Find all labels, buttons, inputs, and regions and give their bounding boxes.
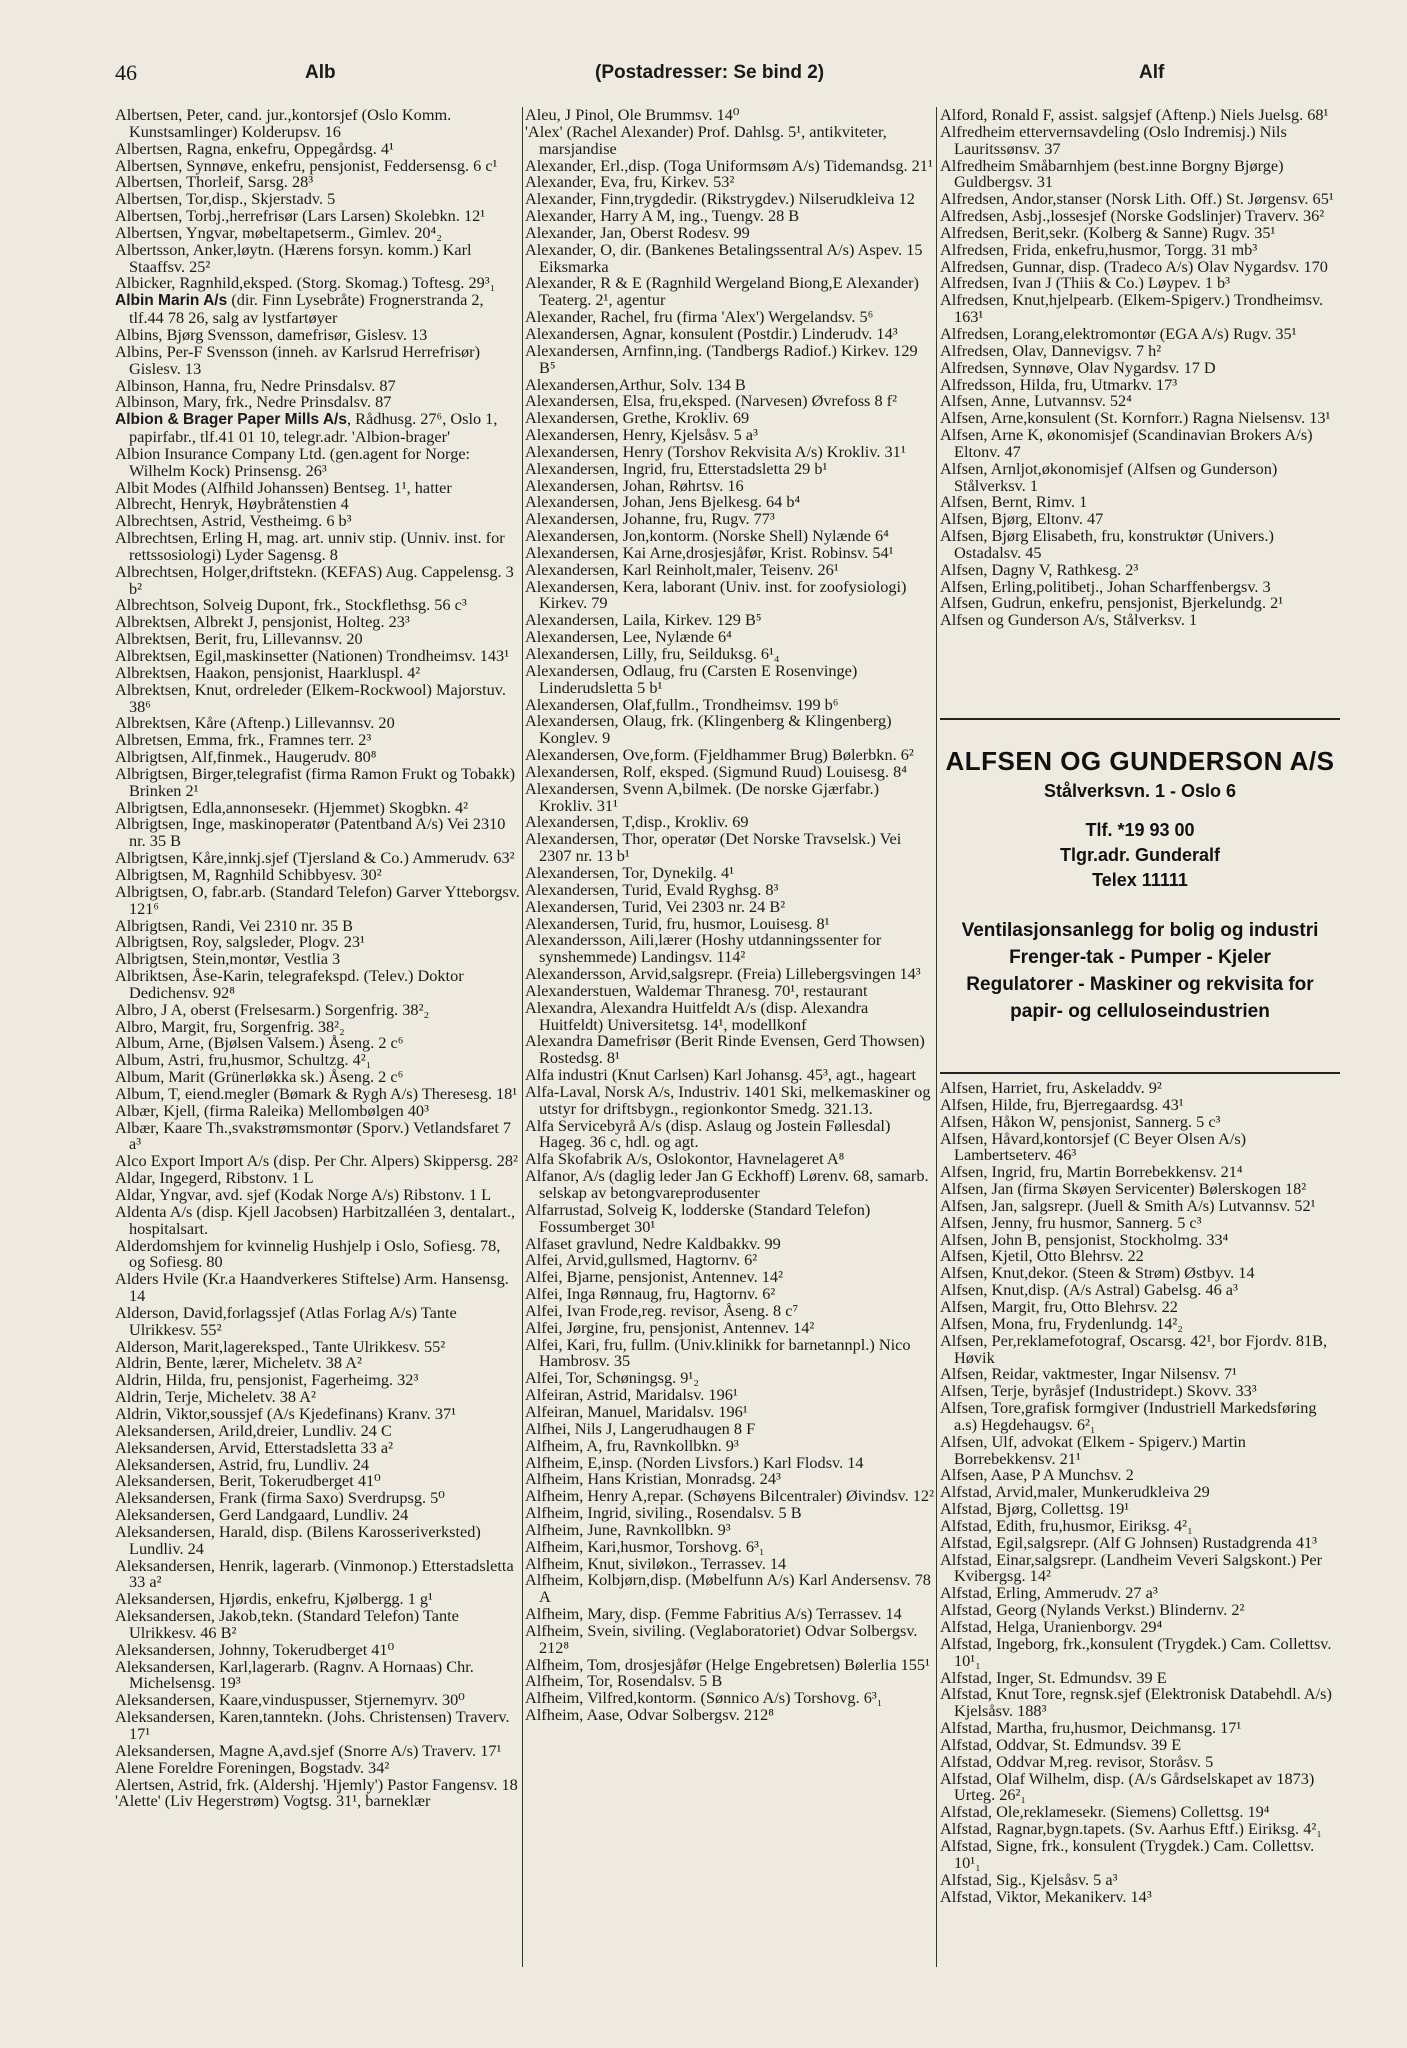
- directory-entry: Albertsen, Ragna, enkefru, Oppegårdsg. 4¹: [115, 138, 394, 158]
- directory-entry: Aldrin, Viktor,soussjef (A/s Kjedefinans) Kranv. 37¹: [115, 1403, 457, 1423]
- directory-entry: Albretsen, Emma, frk., Framnes terr. 2³: [115, 730, 372, 750]
- directory-entry: Albinson, Hanna, fru, Nedre Prinsdalsv. 87: [115, 375, 396, 395]
- directory-entry: Albrektsen, Berit, fru, Lillevannsv. 20: [115, 629, 363, 649]
- directory-entry: Alfheim, Knut, siviløkon., Terrassev. 14: [525, 1553, 787, 1573]
- directory-entry: Alfei, Tor, Schøningsg. 9¹₂: [525, 1368, 699, 1388]
- directory-entry: Alfredsen, Gunnar, disp. (Tradeco A/s) Olav Nygardsv. 170: [940, 256, 1328, 276]
- directory-entry: Alfsen, Arne,konsulent (St. Kornforr.) Ragna Nielsensv. 13¹: [940, 408, 1331, 428]
- directory-entry: Aleksandersen, Hjørdis, enkefru, Kjølbergg. 1 g¹: [115, 1589, 433, 1609]
- directory-entry: Alexandersen, Odlaug, fru (Carsten E Rosenvinge) Linderudsletta 5 b¹: [525, 660, 858, 697]
- directory-entry: Alderdomshjem for kvinnelig Hushjelp i Oslo, Sofiesg. 78, og Sofiesg. 80: [115, 1235, 501, 1272]
- directory-entry: Alfhei, Nils J, Langerudhaugen 8 F: [525, 1418, 756, 1438]
- directory-entry: Aldenta A/s (disp. Kjell Jacobsen) Harbitzalléen 3, dentalart., hospitalsart.: [115, 1201, 516, 1238]
- directory-entry: Alfredsen, Asbj.,lossesjef (Norske Godslinjer) Traverv. 36²: [940, 206, 1325, 226]
- ad-phone: Tlf. *19 93 00: [1085, 820, 1195, 840]
- directory-entry: Alfstad, Knut Tore, regnsk.sjef (Elektronisk Databehdl. A/s) Kjelsåsv. 188³: [940, 1684, 1332, 1721]
- column-divider: [936, 107, 937, 1967]
- directory-entry: Albrektsen, Haakon, pensjonist, Haarkluspl. 4²: [115, 662, 421, 682]
- directory-entry: Aleksandersen, Berit, Tokerudberget 41⁰: [115, 1471, 381, 1491]
- directory-entry: Aleksandersen, Karen,tanntekn. (Johs. Christensen) Traverv. 17¹: [115, 1707, 510, 1743]
- directory-entry: Alfredsen, Frida, enkefru,husmor, Torgg. 31 mb³: [940, 239, 1258, 259]
- directory-entry: Aleksandersen, Gerd Landgaard, Lundliv. 24: [115, 1505, 409, 1525]
- directory-entry: Albrechtson, Solveig Dupont, frk., Stockflethsg. 56 c³: [115, 595, 467, 615]
- directory-entry: Alfsen, Reidar, vaktmester, Ingar Nilsensv. 7¹: [940, 1364, 1237, 1384]
- directory-entry: Alfredsen, Ivan J (Thiis & Co.) Løypev. 1 b³: [940, 273, 1231, 293]
- directory-entry: Alfredheim ettervernsavdeling (Oslo Indremisj.) Nils Lauritssønsv. 37: [940, 121, 1287, 158]
- directory-entry: Albertsson, Anker,løytn. (Hærens forsyn. komm.) Karl Staaffsv. 25²: [115, 239, 472, 276]
- directory-entry: Albrecht, Henryk, Høybråtenstien 4: [115, 494, 349, 514]
- directory-column-1: [115, 107, 520, 1810]
- directory-entry: Alexandersen, Kai Arne,drosjesjåfør, Krist. Robinsv. 54¹: [525, 542, 894, 562]
- directory-entry: Alfstad, Einar,salgsrepr. (Landheim Veveri Salgskont.) Per Kvibergsg. 14²: [940, 1549, 1323, 1586]
- directory-entry: Album, T, eiend.megler (Bømark & Rygh A/s) Theresesg. 18¹: [115, 1083, 518, 1103]
- header-center: (Postadresser: Se bind 2): [595, 62, 825, 83]
- directory-entry: Alfheim, June, Ravnkollbkn. 9³: [525, 1519, 731, 1539]
- directory-entry: Alfsen, Jan, salgsrepr. (Juell & Smith A/s) Lutvannsv. 52¹: [940, 1195, 1316, 1215]
- directory-entry: Alexandersen, Olaf,fullm., Trondheimsv. 199 b⁶: [525, 694, 839, 714]
- directory-entry: Albær, Kaare Th.,svakstrømsmontør (Sporv.) Vetlandsfaret 7 a³: [115, 1117, 512, 1154]
- directory-entry: Alexandersen, Ingrid, fru, Etterstadsletta 29 b¹: [525, 458, 828, 478]
- directory-entry: Alexandersen,Arthur, Solv. 134 B: [525, 374, 746, 394]
- directory-entry: Aleksandersen, Astrid, fru, Lundliv. 24: [115, 1454, 369, 1474]
- directory-entry: Alfheim, A, fru, Ravnkollbkn. 9³: [525, 1435, 739, 1455]
- directory-entry: Album, Arne, (Bjølsen Valsem.) Åseng. 2 c⁶: [115, 1033, 404, 1053]
- directory-entry: Alfstad, Viktor, Mekanikerv. 14³: [940, 1886, 1152, 1906]
- directory-entry: Aldar, Ingegerd, Ribstonv. 1 L: [115, 1168, 314, 1188]
- directory-entry: Albertsen, Yngvar, møbeltapetserm., Gimlev. 20⁴₂: [115, 222, 442, 242]
- directory-entry: Alfstad, Erling, Ammerudv. 27 a³: [940, 1583, 1158, 1603]
- directory-column-3-top: [940, 107, 1340, 629]
- directory-entry: Alfheim, E,insp. (Norden Livsfors.) Karl Flodsv. 14: [525, 1452, 864, 1472]
- directory-entry: Albin Marin A/s (dir. Finn Lysebråte) Frognerstranda 2, tlf.44 78 26, salg av lystfartøyer: [115, 290, 484, 328]
- ad-telegram: Tlgr.adr. Gunderalf: [1059, 845, 1221, 865]
- directory-entry: Alfsen, Per,reklamefotograf, Oscarsg. 42¹, bor Fjordv. 81B, Høvik: [940, 1330, 1328, 1367]
- directory-entry: Alfheim, Hans Kristian, Monradsg. 24³: [525, 1469, 781, 1489]
- directory-entry: Alexander, R & E (Ragnhild Wergeland Biong,E Alexander) Teaterg. 2¹, agentur: [525, 273, 919, 310]
- directory-entry: Alfsen, Håvard,kontorsjef (C Beyer Olsen A/s) Lambertseterv. 46³: [940, 1128, 1247, 1165]
- directory-entry: Alfsen, Ulf, advokat (Elkem - Spigerv.) Martin Borrebekkensv. 21¹: [940, 1431, 1246, 1468]
- directory-entry: Albrektsen, Kåre (Aftenp.) Lillevannsv. 20: [115, 713, 395, 733]
- directory-entry: Alfeiran, Manuel, Maridalsv. 196¹: [525, 1401, 748, 1421]
- directory-entry: Alfredsen, Synnøve, Olav Nygardsv. 17 D: [940, 357, 1216, 377]
- directory-entry: Alexandersen, T,disp., Krokliv. 69: [525, 812, 749, 832]
- directory-entry: Albrechtsen, Holger,driftstekn. (KEFAS) Aug. Cappelensg. 3 b²: [115, 561, 514, 598]
- directory-entry: Albrektsen, Egil,maskinsetter (Nationen) Trondheimsv. 143¹: [115, 646, 510, 665]
- directory-column-3-bottom: [940, 1080, 1340, 1905]
- directory-entry: Albion Insurance Company Ltd. (gen.agent for Norge: Wilhelm Kock) Prinsensg. 26³: [115, 443, 471, 480]
- directory-entry: Alfstad, Georg (Nylands Verkst.) Blindernv. 2²: [940, 1600, 1245, 1620]
- directory-entry: Alfsen, Jenny, fru husmor, Sannerg. 5 c³: [940, 1212, 1202, 1232]
- directory-entry: Alfeiran, Astrid, Maridalsv. 196¹: [525, 1385, 738, 1405]
- directory-entry: Alford, Ronald F, assist. salgsjef (Aftenp.) Niels Juelsg. 68¹: [940, 105, 1329, 124]
- directory-entry: Albrechtsen, Astrid, Vestheimg. 6 b³: [115, 511, 352, 531]
- directory-entry: Alexandersen, Tor, Dynekilg. 4¹: [525, 862, 734, 882]
- directory-entry: Aleksandersen, Kaare,vinduspusser, Stjernemyrv. 30⁰: [115, 1690, 465, 1710]
- directory-entry: Alfredsen, Olav, Dannevigsv. 7 h²: [940, 340, 1162, 360]
- directory-entry: Albro, Margit, fru, Sorgenfrig. 38²₂: [115, 1016, 345, 1036]
- directory-entry: Alfsen, Mona, fru, Frydenlundg. 14²₂: [940, 1313, 1183, 1333]
- directory-entry: Aleksandersen, Karl,lagerarb. (Ragnv. A Hornaas) Chr. Michelsensg. 19³: [115, 1656, 474, 1693]
- directory-entry: Alexandersen, Ove,form. (Fjeldhammer Brug) Bølerbkn. 6²: [525, 745, 914, 765]
- directory-entry: Alexander, O, dir. (Bankenes Betalingssentral A/s) Aspev. 15 Eiksmarka: [525, 239, 923, 276]
- directory-entry: Albrigtsen, M, Ragnhild Schibbyesv. 30²: [115, 864, 382, 884]
- advertisement-box: [940, 718, 1340, 1074]
- directory-entry: Alfredsson, Hilda, fru, Utmarkv. 17³: [940, 374, 1178, 394]
- directory-entry: Alfsen, Ingrid, fru, Martin Borrebekkensv. 21⁴: [940, 1162, 1243, 1182]
- directory-entry: Alfsen, Arnljot,økonomisjef (Alfsen og Gunderson) Stålverksv. 1: [940, 458, 1278, 495]
- header-right-guide: Alf: [1139, 62, 1165, 83]
- directory-entry: Alfstad, Oddvar M,reg. revisor, Storåsv. 5: [940, 1751, 1214, 1771]
- directory-entry: Aleu, J Pinol, Ole Brummsv. 14⁰: [525, 105, 740, 124]
- directory-entry: Alexandersen, Lee, Nylænde 6⁴: [525, 627, 732, 647]
- directory-entry: Aldrin, Terje, Micheletv. 38 A²: [115, 1387, 316, 1407]
- directory-entry: Albrektsen, Albrekt J, pensjonist, Holteg. 23³: [115, 612, 410, 632]
- directory-entry: Alexandersson, Aili,lærer (Hoshy utdanningssenter for synshemmede) Landingsv. 114²: [525, 930, 882, 967]
- directory-entry: Alfsen, Bjørg, Eltonv. 47: [940, 509, 1104, 529]
- directory-entry: Alexandersen, Henry (Torshov Rekvisita A/s) Krokliv. 31¹: [525, 441, 906, 461]
- directory-entry: Albicker, Ragnhild,eksped. (Storg. Skomag.) Toftesg. 29³₁: [115, 273, 496, 293]
- directory-entry: Alfanor, A/s (daglig leder Jan G Eckhoff) Lørenv. 68, samarb. selskap av betongvareprodusenter: [525, 1166, 929, 1202]
- directory-entry: Alfsen, Jan (firma Skøyen Servicenter) Bølerskogen 18²: [940, 1179, 1307, 1199]
- directory-entry: Albrigtsen, Birger,telegrafist (firma Ramon Frukt og Tobakk) Brinken 2¹: [115, 763, 516, 800]
- directory-entry: Aleksandersen, Harald, disp. (Bilens Karosseriverksted) Lundliv. 24: [115, 1521, 481, 1558]
- directory-entry: Album, Astri, fru,husmor, Schultzg. 4²₁: [115, 1050, 372, 1070]
- directory-entry: 'Alette' (Liv Hegerstrøm) Vogtsg. 31¹, barneklær: [115, 1791, 431, 1811]
- directory-entry: Alfstad, Oddvar, St. Edmundsv. 39 E: [940, 1734, 1182, 1754]
- directory-entry: Alfsen, Håkon W, pensjonist, Sannerg. 5 c³: [940, 1111, 1221, 1131]
- directory-entry: Alfei, Bjarne, pensjonist, Antennev. 14²: [525, 1267, 783, 1287]
- directory-entry: Aleksandersen, Magne A,avd.sjef (Snorre A/s) Traverv. 17¹: [115, 1740, 502, 1760]
- directory-entry: Aleksandersen, Jakob,tekn. (Standard Telefon) Tante Ulrikkesv. 46 B²: [115, 1606, 459, 1642]
- ad-telex: Telex 11111: [1092, 870, 1188, 890]
- directory-entry: Albrigtsen, Roy, salgsleder, Plogv. 23¹: [115, 932, 365, 952]
- directory-entry: Album, Marit (Grünerløkka sk.) Åseng. 2 c⁶: [115, 1067, 404, 1087]
- directory-entry: Albins, Per-F Svensson (inneh. av Karlsrud Herrefrisør) Gislesv. 13: [115, 341, 481, 378]
- directory-entry: Alexandra Damefrisør (Berit Rinde Evensen, Gerd Thowsen) Rostedsg. 8¹: [525, 1031, 925, 1068]
- directory-column-2: [525, 107, 935, 1724]
- directory-entry: Aleksandersen, Frank (firma Saxo) Sverdrupsg. 5⁰: [115, 1488, 445, 1508]
- directory-entry: Alfei, Arvid,gullsmed, Hagtornv. 6²: [525, 1250, 758, 1270]
- directory-entry: Alexandersen, Laila, Kirkev. 129 B⁵: [525, 610, 762, 630]
- directory-entry: Alfredsen, Knut,hjelpearb. (Elkem-Spigerv.) Trondheimsv. 163¹: [940, 290, 1324, 327]
- directory-entry: Albrigtsen, Edla,annonsesekr. (Hjemmet) Skogbkn. 4²: [115, 797, 469, 817]
- directory-entry: Albrigtsen, Randi, Vei 2310 nr. 35 B: [115, 915, 354, 935]
- directory-entry: Alfsen, Tore,grafisk formgiver (Industriell Markedsføring a.s) Hegdehaugsv. 6²₁: [940, 1398, 1317, 1434]
- directory-entry: Alfstad, Ole,reklamesekr. (Siemens) Collettsg. 19⁴: [940, 1802, 1270, 1822]
- directory-entry: Alexandersson, Arvid,salgsrepr. (Freia) Lillebergsvingen 14³: [525, 964, 921, 984]
- directory-entry: Albit Modes (Alfhild Johanssen) Bentseg. 1¹, hatter: [115, 477, 452, 497]
- directory-entry: Alfei, Kari, fru, fullm. (Univ.klinikk for barnetannpl.) Nico Hambrosv. 35: [525, 1334, 911, 1371]
- directory-entry: Alexandersen, Kera, laborant (Univ. inst. for zoofysiologi) Kirkev. 79: [525, 576, 907, 613]
- directory-entry: Albro, J A, oberst (Frelsesarm.) Sorgenfrig. 38²₂: [115, 999, 430, 1019]
- directory-entry: Alfsen, Bernt, Rimv. 1: [940, 492, 1088, 512]
- directory-entry: Alfarrustad, Solveig K, lodderske (Standard Telefon) Fossumberget 30¹: [525, 1199, 871, 1236]
- directory-entry: Alexandersen, Turid, fru, husmor, Louisesg. 8¹: [525, 913, 830, 933]
- directory-entry: Alders Hvile (Kr.a Haandverkeres Stiftelse) Arm. Hansensg. 14: [115, 1269, 509, 1306]
- ad-description: Ventilasjonsanlegg for bolig og industri Frenger-tak - Pumper - Kjeler Regulatorer - Maskiner og rekvisita for papir- og celluloseindustrien: [961, 920, 1319, 1022]
- directory-entry: Albrigtsen, Inge, maskinoperatør (Patentband A/s) Vei 2310 nr. 35 B: [115, 814, 506, 851]
- directory-entry: Alfstad, Inger, St. Edmundsv. 39 E: [940, 1667, 1167, 1687]
- directory-entry: Alfheim, Aase, Odvar Solbergsv. 212⁸: [525, 1705, 774, 1725]
- directory-entry: Alfei, Ivan Frode,reg. revisor, Åseng. 8 c⁷: [525, 1300, 799, 1320]
- header-left-guide: Alb: [305, 62, 336, 83]
- directory-entry: Alfstad, Ragnar,bygn.tapets. (Sv. Aarhus Eftf.) Eiriksg. 4²₁: [940, 1819, 1322, 1839]
- directory-entry: Alfsen, Erling,politibetj., Johan Scharffenbergsv. 3: [940, 576, 1271, 596]
- directory-entry: Aldrin, Bente, lærer, Micheletv. 38 A²: [115, 1353, 362, 1373]
- directory-entry: Albriktsen, Åse-Karin, telegrafekspd. (Telev.) Doktor Dedichensv. 92⁸: [115, 966, 464, 1002]
- directory-entry: Alexandersen, Grethe, Krokliv. 69: [525, 408, 750, 428]
- directory-entry: Alfsen og Gunderson A/s, Stålverksv. 1: [940, 610, 1198, 630]
- ad-title: ALFSEN OG GUNDERSON A/S: [945, 746, 1335, 776]
- directory-entry: Alexandersen, Johanne, fru, Rugv. 77³: [525, 509, 775, 529]
- page-header: [115, 60, 1335, 94]
- directory-entry: Alfaset gravlund, Nedre Kaldbakkv. 99: [525, 1233, 781, 1253]
- directory-entry: Alfa Skofabrik A/s, Oslokontor, Havnelageret A⁸: [525, 1149, 845, 1169]
- directory-entry: Alexandra, Alexandra Huitfeldt A/s (disp. Alexandra Huitfeldt) Universitetsg. 14¹, modellkonf: [525, 997, 869, 1034]
- directory-entry: Alexander, Rachel, fru (firma 'Alex') Wergelandsv. 5⁶: [525, 307, 874, 327]
- directory-entry: Albrigtsen, Stein,montør, Vestlia 3: [115, 949, 341, 969]
- directory-entry: Alene Foreldre Foreningen, Bogstadv. 34²: [115, 1757, 390, 1777]
- ad-address: Stålverksvn. 1 - Oslo 6: [1043, 781, 1237, 801]
- directory-entry: Alexander, Harry A M, ing., Tuengv. 28 B: [525, 206, 800, 226]
- directory-entry: Aldrin, Hilda, fru, pensjonist, Fagerheimg. 32³: [115, 1370, 419, 1390]
- column-divider: [522, 107, 523, 1967]
- directory-entry: Alexandersen, Jon,kontorm. (Norske Shell) Nylænde 6⁴: [525, 526, 889, 546]
- directory-entry: Albins, Bjørg Svensson, damefrisør, Gislesv. 13: [115, 324, 428, 344]
- directory-entry: Albertsen, Torbj.,herrefrisør (Lars Larsen) Skolebkn. 12¹: [115, 206, 486, 226]
- directory-entry: Alfheim, Vilfred,kontorm. (Sønnico A/s) Torshovg. 6³₁: [525, 1688, 883, 1708]
- directory-entry: Alfsen, Margit, fru, Otto Blehrsv. 22: [940, 1296, 1178, 1316]
- directory-entry: Alfsen, Knut,dekor. (Steen & Strøm) Østbyv. 14: [940, 1263, 1255, 1283]
- directory-entry: Albær, Kjell, (firma Raleika) Mellombølgen 40³: [115, 1100, 429, 1120]
- directory-entry: Alfa-Laval, Norsk A/s, Industriv. 1401 Ski, melkemaskiner og utstyr for driftsbygn., regionkontor Smedg. 321.13.: [525, 1081, 931, 1118]
- directory-entry: Alfredsen, Lorang,elektromontør (EGA A/s) Rugv. 35¹: [940, 323, 1297, 343]
- directory-entry: Alexandersen, Turid, Evald Ryghsg. 8³: [525, 879, 779, 899]
- directory-entry: Alfei, Inga Rønnaug, fru, Hagtornv. 6²: [525, 1284, 776, 1304]
- directory-entry: Alfstad, Martha, fru,husmor, Deichmansg. 17¹: [940, 1718, 1242, 1738]
- directory-entry: Aleksandersen, Arild,dreier, Lundliv. 24 C: [115, 1420, 392, 1440]
- directory-entry: Alfa Servicebyrå A/s (disp. Aslaug og Jostein Føllesdal) Hageg. 36 c, hdl. og agt.: [525, 1115, 891, 1152]
- directory-entry: Albrigtsen, Kåre,innkj.sjef (Tjersland & Co.) Ammerudv. 63²: [115, 848, 515, 868]
- directory-entry: Alfsen, John B, pensjonist, Stockholmg. 33⁴: [940, 1229, 1229, 1249]
- directory-entry: Alexandersen, Arnfinn,ing. (Tandbergs Radiof.) Kirkev. 129 B⁵: [525, 340, 918, 377]
- directory-entry: Albinson, Mary, frk., Nedre Prinsdalsv. 87: [115, 392, 392, 412]
- directory-entry: Alfheim, Svein, siviling. (Veglaboratoriet) Odvar Solbergsv. 212⁸: [525, 1620, 918, 1657]
- directory-entry: Albertsen, Peter, cand. jur.,kontorsjef (Oslo Komm. Kunstsamlinger) Kolderupsv. 16: [115, 105, 452, 141]
- directory-entry: Aleksandersen, Henrik, lagerarb. (Vinmonop.) Etterstadsletta 33 a²: [115, 1555, 514, 1592]
- directory-entry: Alfstad, Signe, frk., konsulent (Trygdek.) Cam. Collettsv. 10¹₁: [940, 1835, 1315, 1872]
- directory-entry: Albertsen, Synnøve, enkefru, pensjonist, Feddersensg. 6 c¹: [115, 155, 498, 175]
- directory-entry: Alderson, Marit,lagereksped., Tante Ulrikkesv. 55²: [115, 1336, 446, 1356]
- directory-entry: Alfheim, Kolbjørn,disp. (Møbelfunn A/s) Karl Andersensv. 78 A: [525, 1570, 931, 1607]
- directory-entry: Alexandersen, Agnar, konsulent (Postdir.) Linderudv. 14³: [525, 323, 898, 343]
- directory-entry: Alfsen, Bjørg Elisabeth, fru, konstruktør (Univers.) Ostadalsv. 45: [940, 526, 1274, 562]
- directory-entry: Alexandersen, Karl Reinholt,maler, Teisenv. 26¹: [525, 559, 839, 579]
- directory-entry: Alfredsen, Andor,stanser (Norsk Lith. Off.) St. Jørgensv. 65¹: [940, 189, 1334, 209]
- directory-entry: Alfsen, Arne K, økonomisjef (Scandinavian Brokers A/s) Eltonv. 47: [940, 425, 1313, 461]
- directory-entry: Alfstad, Arvid,maler, Munkerudkleiva 29: [940, 1482, 1210, 1502]
- directory-entry: Albrigtsen, Alf,finmek., Haugerudv. 80⁸: [115, 747, 377, 767]
- directory-entry: Alfstad, Egil,salgsrepr. (Alf G Johnsen) Rustadgrenda 41³: [940, 1532, 1318, 1552]
- directory-entry: Albertsen, Tor,disp., Skjerstadv. 5: [115, 189, 336, 209]
- directory-entry: Alfheim, Tom, drosjesjåfør (Helge Engebretsen) Bølerlia 155¹: [525, 1654, 930, 1674]
- directory-entry: Alfsen, Hilde, fru, Bjerregaardsg. 43¹: [940, 1094, 1184, 1114]
- directory-entry: Alfheim, Ingrid, siviling., Rosendalsv. 5 B: [525, 1503, 802, 1523]
- directory-entry: Alfei, Jørgine, fru, pensjonist, Antennev. 14²: [525, 1317, 815, 1337]
- directory-entry: Alfheim, Mary, disp. (Femme Fabritius A/s) Terrassev. 14: [525, 1604, 902, 1624]
- directory-entry: Alexander, Jan, Oberst Rodesv. 99: [525, 222, 750, 242]
- directory-entry: Alexandersen, Turid, Vei 2303 nr. 24 B²: [525, 896, 786, 916]
- directory-entry: Alexander, Finn,trygdedir. (Rikstrygdev.) Nilserudkleiva 12: [525, 189, 915, 209]
- directory-entry: Alexandersen, Elsa, fru,eksped. (Narvesen) Øvrefoss 8 f²: [525, 391, 897, 411]
- directory-entry: Alexandersen, Olaug, frk. (Klingenberg & Klingenberg) Konglev. 9: [525, 711, 892, 748]
- directory-entry: 'Alex' (Rachel Alexander) Prof. Dahlsg. 5¹, antikviteter, marsjandise: [525, 121, 887, 158]
- directory-entry: Alfstad, Olaf Wilhelm, disp. (A/s Gårdselskapet av 1873) Urteg. 26²₁: [940, 1768, 1315, 1805]
- directory-entry: Alexandersen, Rolf, eksped. (Sigmund Ruud) Louisesg. 8⁴: [525, 761, 907, 781]
- directory-entry: Alfsen, Knut,disp. (A/s Astral) Gabelsg. 46 a³: [940, 1280, 1238, 1300]
- directory-entry: Alfredsen, Berit,sekr. (Kolberg & Sanne) Rugv. 35¹: [940, 222, 1276, 242]
- directory-entry: Alfstad, Helga, Uranienborgv. 29⁴: [940, 1617, 1163, 1636]
- directory-entry: Alexanderstuen, Waldemar Thranesg. 70¹, restaurant: [525, 980, 868, 1000]
- directory-entry: Alfsen, Harriet, fru, Askeladdv. 9²: [940, 1078, 1162, 1097]
- directory-entry: Alfstad, Bjørg, Collettsg. 19¹: [940, 1499, 1130, 1519]
- directory-entry: Alfsen, Kjetil, Otto Blehrsv. 22: [940, 1246, 1144, 1266]
- directory-entry: Alertsen, Astrid, frk. (Aldershj. 'Hjemly') Pastor Fangensv. 18: [115, 1774, 518, 1794]
- directory-entry: Albertsen, Thorleif, Sarsg. 28³: [115, 172, 314, 192]
- directory-entry: Albrektsen, Knut, ordreleder (Elkem-Rockwool) Majorstuv. 38⁶: [115, 679, 506, 716]
- directory-entry: Alfheim, Kari,husmor, Torshovg. 6³₁: [525, 1536, 765, 1556]
- directory-entry: Alfheim, Henry A,repar. (Schøyens Bilcentraler) Øivindsv. 12²: [525, 1486, 934, 1506]
- directory-entry: Alexander, Erl.,disp. (Toga Uniformsøm A/s) Tidemandsg. 21¹: [525, 155, 933, 175]
- directory-entry: Albrechtsen, Erling H, mag. art. unniv stip. (Unniv. inst. for rettssosiologi) Lyder Sagensg. 8: [115, 528, 505, 564]
- directory-entry: Alfstad, Sig., Kjelsåsv. 5 a³: [940, 1869, 1118, 1889]
- directory-entry: Alexandersen, Lilly, fru, Seilduksg. 6¹₄: [525, 644, 780, 663]
- directory-entry: Alfsen, Dagny V, Rathkesg. 2³: [940, 559, 1139, 579]
- directory-entry: Alfredheim Småbarnhjem (best.inne Borgny Bjørge) Guldbergsv. 31: [940, 155, 1284, 192]
- directory-entry: Alexandersen, Johan, Røhrtsv. 16: [525, 475, 744, 495]
- directory-entry: Alexandersen, Svenn A,bilmek. (De norske Gjærfabr.) Krokliv. 31¹: [525, 778, 880, 815]
- directory-entry: Alfsen, Anne, Lutvannsv. 52⁴: [940, 391, 1132, 411]
- directory-entry: Aleksandersen, Johnny, Tokerudberget 41⁰: [115, 1639, 395, 1659]
- page-number: 46: [115, 60, 137, 85]
- directory-entry: Alfstad, Edith, fru,husmor, Eiriksg. 4²₁: [940, 1515, 1193, 1535]
- directory-entry: Alexandersen, Henry, Kjelsåsv. 5 a³: [525, 425, 758, 445]
- directory-entry: Alexandersen, Johan, Jens Bjelkesg. 64 b⁴: [525, 492, 801, 512]
- directory-entry: Albion & Brager Paper Mills A/s, Rådhusg. 27⁶, Oslo 1, papirfabr., tlf.41 01 10, telegr.adr. 'Albion-brager': [115, 409, 498, 447]
- directory-entry: Alexander, Eva, fru, Kirkev. 53²: [525, 172, 735, 192]
- directory-entry: Albrigtsen, O, fabr.arb. (Standard Telefon) Garver Ytteborgsv. 121⁶: [115, 881, 520, 918]
- directory-entry: Alfheim, Tor, Rosendalsv. 5 B: [525, 1671, 723, 1691]
- directory-entry: Alfsen, Terje, byråsjef (Industridept.) Skovv. 33³: [940, 1381, 1257, 1401]
- directory-entry: Alderson, David,forlagssjef (Atlas Forlag A/s) Tante Ulrikkesv. 55²: [115, 1302, 457, 1339]
- directory-entry: Alfstad, Ingeborg, frk.,konsulent (Trygdek.) Cam. Collettsv. 10¹₁: [940, 1633, 1332, 1670]
- directory-entry: Alco Export Import A/s (disp. Per Chr. Alpers) Skippersg. 28²: [115, 1151, 518, 1171]
- directory-entry: Alfsen, Aase, P A Munchsv. 2: [940, 1465, 1134, 1485]
- directory-entry: Aleksandersen, Arvid, Etterstadsletta 33 a²: [115, 1437, 393, 1457]
- directory-entry: Alfa industri (Knut Carlsen) Karl Johansg. 45³, agt., hageart: [525, 1065, 917, 1085]
- directory-entry: Alfsen, Gudrun, enkefru, pensjonist, Bjerkelundg. 2¹: [940, 593, 1284, 613]
- directory-entry: Alexandersen, Thor, operatør (Det Norske Travselsk.) Vei 2307 nr. 13 b¹: [525, 829, 902, 866]
- directory-entry: Aldar, Yngvar, avd. sjef (Kodak Norge A/s) Ribstonv. 1 L: [115, 1185, 492, 1204]
